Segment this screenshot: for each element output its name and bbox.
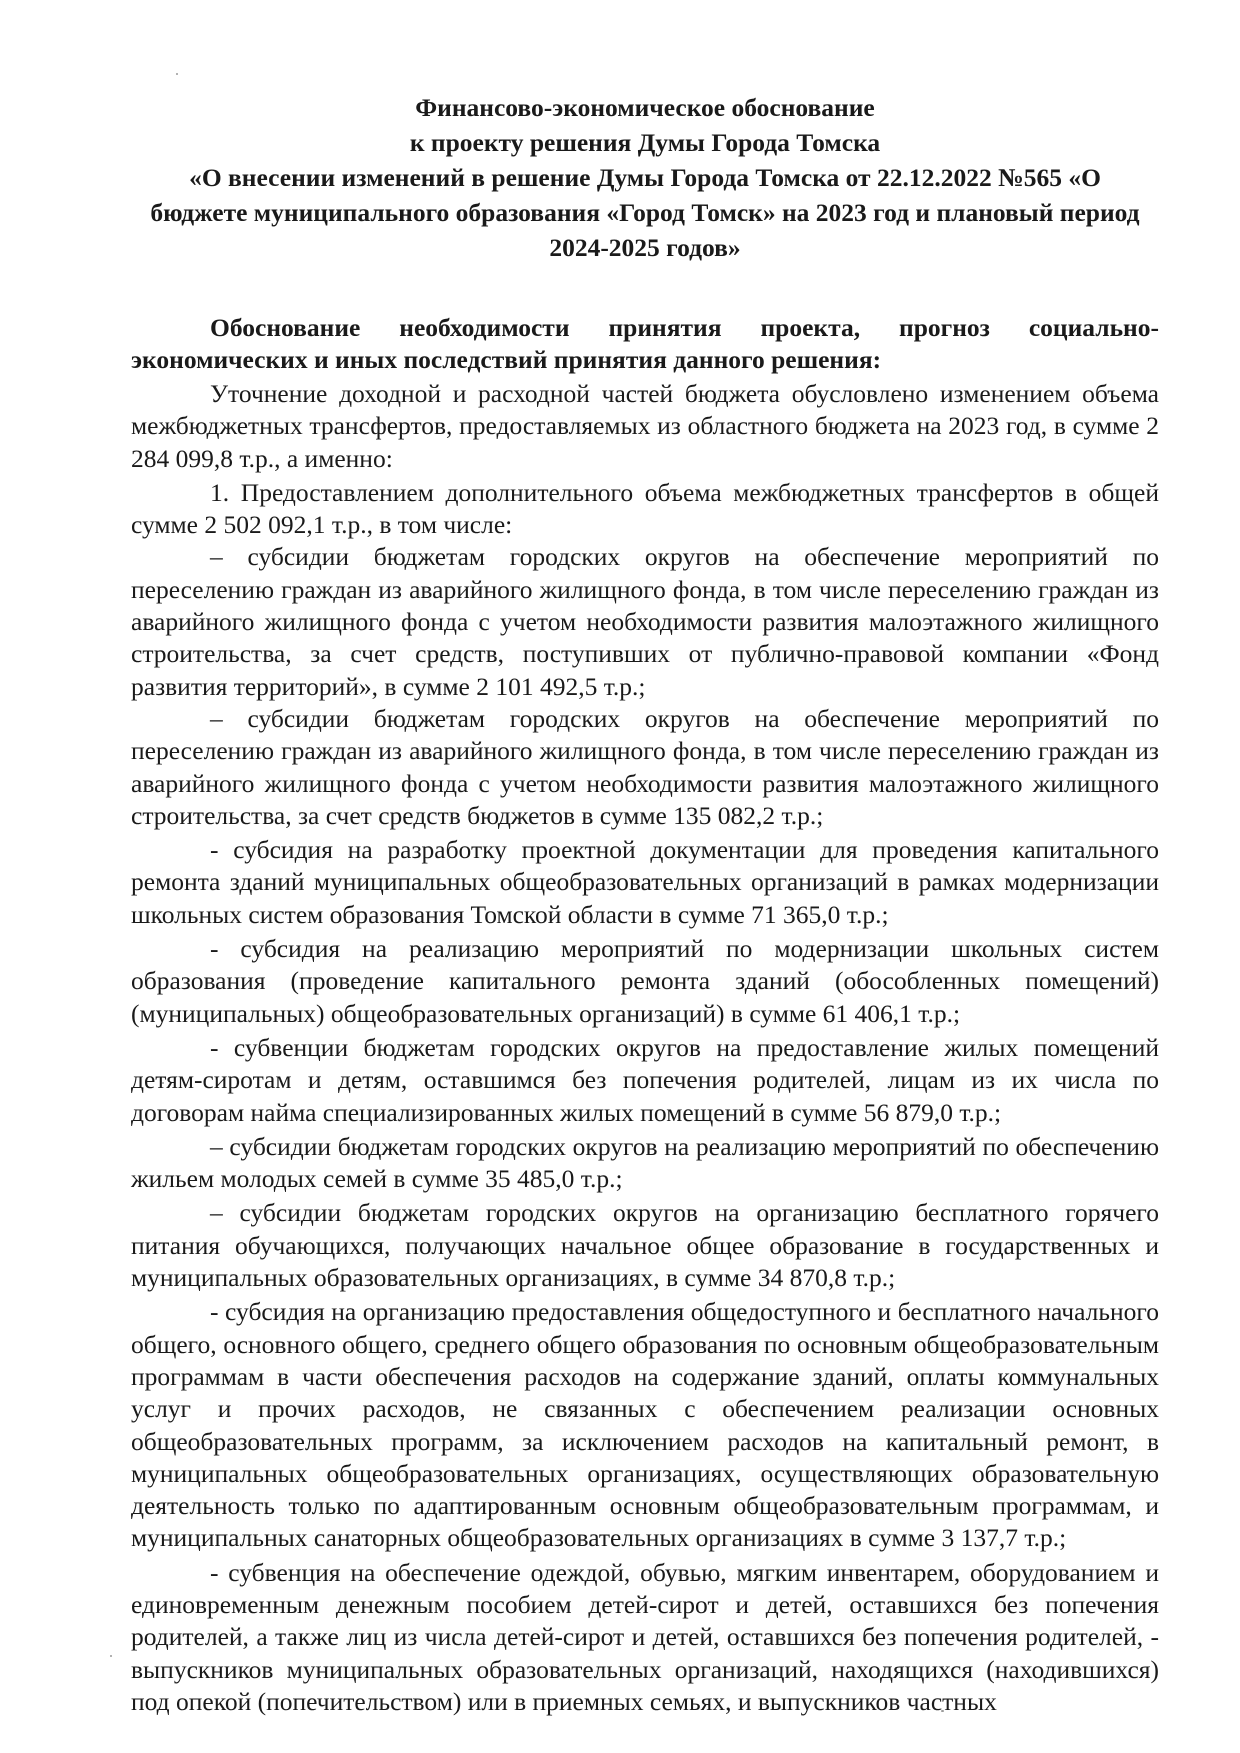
title-line: 2024-2025 годов»: [549, 233, 741, 262]
paragraph-intro: Уточнение доходной и расходной частей бюджета обусловлено изменением объема межбюджетных трансфертов, предоставляемых из областного бюджета на 2023 год, в сумме 2 284 099,8 т.р., а именно:: [131, 379, 1159, 473]
paragraph-subsidy-design-docs: - субсидия на разработку проектной документации для проведения капитального ремонта зданий муниципальных общеобразовательных организаций в рамках модернизации школьных систем образования Томской области в сумме 71 365,0 т.р.;: [131, 835, 1159, 929]
scan-speck: [176, 73, 178, 75]
paragraph-item-1: 1. Предоставлением дополнительного объема межбюджетных трансфертов в общей сумме 2 502 092,1 т.р., в том числе:: [131, 477, 1159, 540]
paragraph-subsidy-young-families: – субсидии бюджетам городских округов на реализацию мероприятий по обеспечению жильем молодых семей в сумме 35 485,0 т.р.;: [131, 1131, 1159, 1194]
paragraph-subvention-orphan-clothing: - субвенция на обеспечение одеждой, обувью, мягким инвентарем, оборудованием и единовременным денежным пособием детей-сирот и детей, оставшихся без попечения родителей, а также лиц из числа детей-сирот и детей, оставшихся без попечения родителей, - выпускников муниципальных образовательных организаций, находящихся (находившихся) под опекой (попечительством) или в приемных семьях, и выпускников частных: [131, 1557, 1159, 1716]
title-line: бюджете муниципального образования «Город Томск» на 2023 год и плановый период: [150, 198, 1140, 227]
paragraph-subsidy-resettlement-fund: – субсидии бюджетам городских округов на обеспечение мероприятий по переселению граждан из аварийного жилищного фонда, в том числе переселению граждан из аварийного жилищного фонда с учетом необходимости развития малоэтажного жилищного строительства, за счет средств, поступивших от публично-правовой компании «Фонд развития территорий», в сумме 2 101 492,5 т.р.;: [131, 542, 1159, 701]
paragraph-subsidy-hot-meals: – субсидии бюджетам городских округов на организацию бесплатного горячего питания обучающихся, получающих начальное общее образование в государственных и муниципальных образовательных организациях, в сумме 34 870,8 т.р.;: [131, 1198, 1159, 1293]
document-title: [131, 90, 1159, 265]
paragraph-subvention-orphan-housing: - субвенции бюджетам городских округов на предоставление жилых помещений детям-сиротам и детям, оставшимся без попечения родителей, лицам из их числа по договорам найма специализированных жилых помещений в сумме 56 879,0 т.р.;: [131, 1032, 1159, 1127]
paragraph-subsidy-school-modernization: - субсидия на реализацию мероприятий по модернизации школьных систем образования (проведение капитального ремонта зданий (обособленных помещений) (муниципальных) общеобразовательных организаций) в сумме 61 406,1 т.р.;: [131, 934, 1159, 1028]
document-body: [131, 90, 1159, 1718]
title-line: «О внесении изменений в решение Думы Города Томска от 22.12.2022 №565 «О: [189, 163, 1101, 192]
title-line: Финансово-экономическое обоснование: [415, 93, 875, 122]
paragraph-subsidy-general-education: - субсидия на организацию предоставления общедоступного и бесплатного начального общего, основного общего, среднего общего образования по основным общеобразовательным программам в части обеспечения расходов на содержание зданий, оплаты коммунальных услуг и прочих расходов, не связанных с обеспечением реализации основных общеобразовательных программ, за исключением расходов на капитальный ремонт, в муниципальных общеобразовательных организациях, осуществляющих образовательную деятельность только по адаптированным основным общеобразовательным программам, и муниципальных санаторных общеобразовательных организациях в сумме 3 137,7 т.р.;: [131, 1297, 1159, 1553]
scan-speck: [110, 1655, 112, 1657]
paragraph-subsidy-resettlement-budget: – субсидии бюджетам городских округов на обеспечение мероприятий по переселению граждан из аварийного жилищного фонда, в том числе переселению граждан из аварийного жилищного фонда с учетом необходимости развития малоэтажного жилищного строительства, за счет средств бюджетов в сумме 135 082,2 т.р.;: [131, 703, 1159, 830]
section-heading: Обоснование необходимости принятия проекта, прогноз социально-экономических и иных последствий принятия данного решения:: [131, 313, 1159, 374]
title-line: к проекту решения Думы Города Томска: [409, 128, 881, 157]
